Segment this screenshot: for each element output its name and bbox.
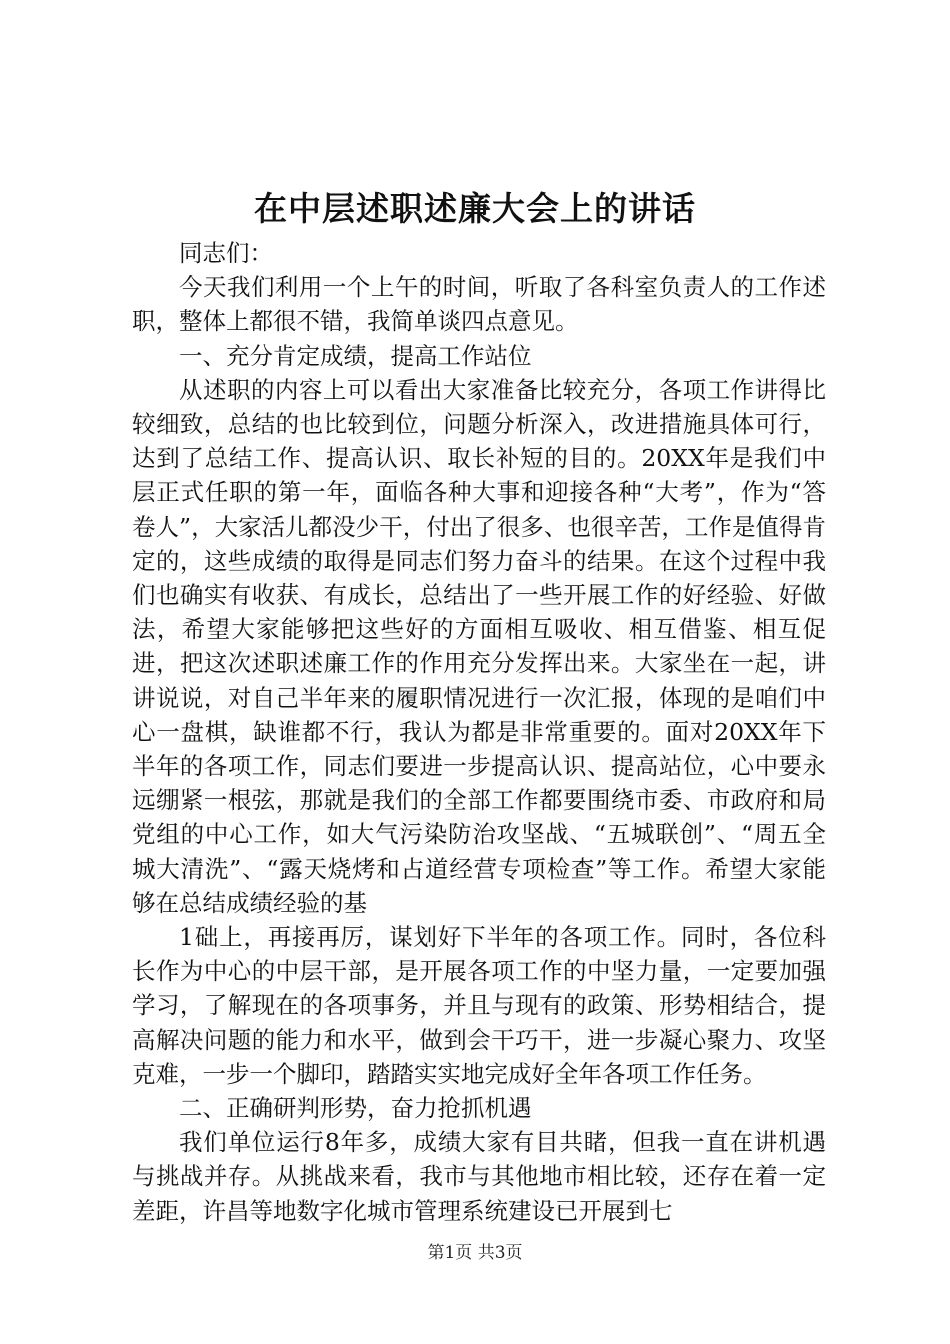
page-footer: 第1页 共3页 xyxy=(427,1243,523,1263)
body-paragraph: 我们单位运行8年多，成绩大家有目共睹，但我一直在讲机遇与挑战并存。从挑战来看，我市与其他地市相比较，还存在着一定差距，许昌等地数字化城市管理系统建设已开展到七 xyxy=(132,1128,826,1225)
document-body xyxy=(132,236,826,1228)
body-paragraph: 今天我们利用一个上午的时间，听取了各科室负责人的工作述职，整体上都很不错，我简单谈四点意见。 xyxy=(132,273,826,336)
body-paragraph: 1础上，再接再厉，谋划好下半年的各项工作。同时，各位科长作为中心的中层干部，是开展各项工作的中坚力量，一定要加强学习，了解现在的各项事务，并且与现有的政策、形势相结合，提高解决问题的能力和水平，做到会干巧干，进一步凝心聚力、攻坚克难，一步一个脚印，踏踏实实地完成好全年各项工作任务。 xyxy=(132,923,826,1088)
section-heading-2: 二、正确研判形势，奋力抢抓机遇 xyxy=(179,1094,532,1123)
section-heading-1: 一、充分肯定成绩，提高工作站位 xyxy=(179,341,532,370)
salutation: 同志们： xyxy=(179,239,273,267)
document-title: 在中层述职述廉大会上的讲话 xyxy=(254,189,696,228)
body-paragraph: 从述职的内容上可以看出大家准备比较充分，各项工作讲得比较细致，总结的也比较到位，问题分析深入，改进措施具体可行，达到了总结工作、提高认识、取长补短的目的。20XX年是我们中层正式任职的第一年，面临各种大事和迎接各种“大考”，作为“答卷人”，大家活儿都没少干，付出了很多、也很辛苦，工作是值得肯定的，这些成绩的取得是同志们努力奋斗的结果。在这个过程中我们也确实有收获、有成长，总结出了一些开展工作的好经验、好做法，希望大家能够把这些好的方面相互吸收、相互借鉴、相互促进，把这次述职述廉工作的作用充分发挥出来。大家坐在一起，讲讲说说，对自己半年来的履职情况进行一次汇报，体现的是咱们中心一盘棋，缺谁都不行，我认为都是非常重要的。面对20XX年下半年的各项工作，同志们要进一步提高认识、提高站位，心中要永远绷紧一根弦，那就是我们的全部工作都要围绕市委、市政府和局党组的中心工作，如大气污染防治攻坚战、“五城联创”、“周五全城大清洗”、“露天烧烤和占道经营专项检查”等工作。希望大家能够在总结成绩经验的基 xyxy=(132,375,826,917)
